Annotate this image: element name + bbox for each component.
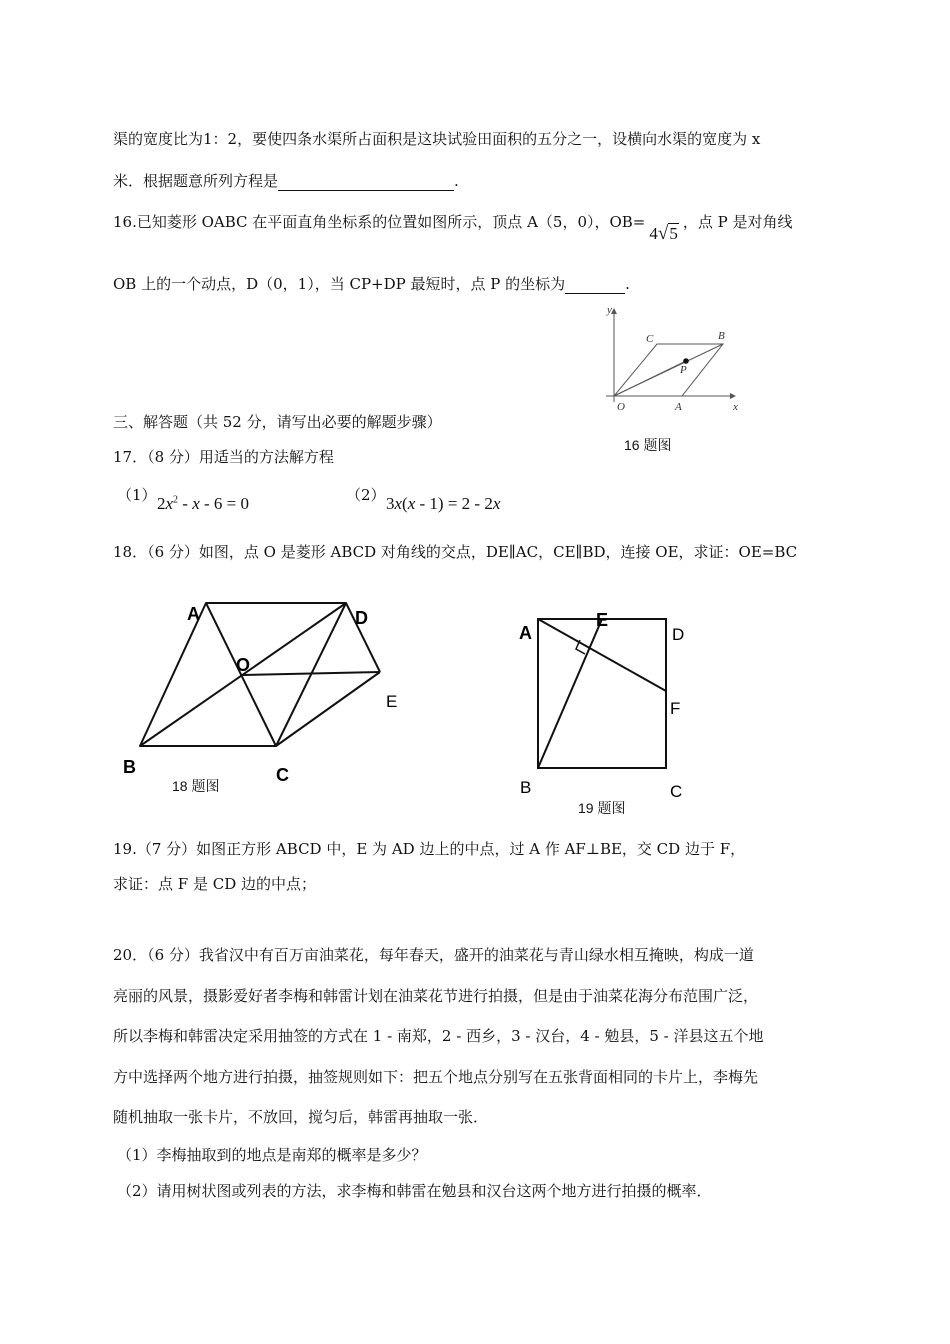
q16-y-arrow [611,308,617,314]
radical-icon: √ [657,223,669,244]
q18-label-o: O [236,655,251,675]
q17-eq1-var: x [165,494,174,513]
q19-figure-caption: 19 题图 [578,800,626,816]
q18-title: 18．（6 分）如图，点 O 是菱形 ABCD 对角线的交点，DE∥AC，CE∥BD，连接 OE，求证：OE=BC [113,543,798,561]
q16-label-x: x [733,401,738,413]
q17-eq2-var3: x [492,494,501,513]
q17-equation2 [386,494,500,514]
q15-line2-text: 米．根据题意所列方程是 [113,172,279,190]
q16-label-a: A [675,401,682,413]
q16-x-arrow [730,393,736,399]
q20-line3: 所以李梅和韩雷决定采用抽签的方式在 1 - 南郑，2 - 西乡，3 - 汉台，4 - 勉县，5 - 洋县这五个地 [113,1027,764,1045]
q15-line2-end: . [454,172,459,190]
q16-line1-suffix: ，点 P 是对角线 [682,213,793,231]
q19-square-abcd [538,619,666,768]
q18-label-b: B [123,757,136,777]
q19-segment-be [538,619,602,768]
q16-label-o: O [617,401,625,413]
q19-label-f: F [670,699,681,718]
q19-label-d: D [672,625,685,644]
q19-label-e: E [596,610,609,630]
q16-answer-blank [565,277,625,294]
q16-line2 [113,273,630,294]
q18-label-d: D [355,608,368,628]
q17-part1-label: （1） [117,486,157,504]
q16-label-c: C [646,333,654,345]
q17-eq1-coef: 2 [157,494,166,513]
q20-line1: 20．（6 分）我省汉中有百万亩油菜花，每年春天，盛开的油菜花与青山绿水相互掩映，构成一道 [113,946,754,964]
q17-part2-label: （2） [346,486,386,504]
q16-line2-end: . [625,275,630,293]
q16-label-y: y [607,304,612,316]
q16-line2-text: OB 上的一个动点，D（0，1），当 CP+DP 最短时，点 P 的坐标为 [113,275,566,293]
q18-label-c: C [276,765,289,785]
q19-figure [510,605,710,805]
q16-line1 [113,211,793,244]
q20-line2: 亮丽的风景，摄影爱好者李梅和韩雷计划在油菜花节进行拍摄，但是由于油菜花海分布范围广泛， [113,987,759,1005]
q19-title: 19.（7 分）如图正方形 ABCD 中，E 为 AD 边上的中点，过 A 作 AF⊥BE，交 CD 边于 F， [113,840,746,858]
q17-eq1-exp: 2 [173,494,179,506]
q19-label-a: A [519,623,532,643]
q15-line2 [113,170,459,191]
q17-equation1 [157,494,249,514]
q17-eq2-tail: - 1) = 2 - 2 [415,494,493,513]
q18-label-e: E [386,692,398,711]
q16-figure [590,300,750,420]
q17-title: 17．（8 分）用适当的方法解方程 [113,448,334,466]
q17-eq2-var2: x [407,494,416,513]
q19-label-c: C [670,782,683,801]
q17-eq2-var: x [394,494,403,513]
q19-label-b: B [520,778,532,797]
q19-line2: 求证：点 F 是 CD 边的中点； [113,875,316,893]
q16-line1-prefix: 16.已知菱形 OABC 在平面直角坐标系的位置如图所示，顶点 A（5，0），OB= [113,213,646,231]
q20-line4: 方中选择两个地方进行拍摄，抽签规则如下：把五个地点分别写在五张背面相同的卡片上，李梅先 [113,1068,759,1086]
q17-eq2-paren: ( [402,494,408,513]
section3-title: 三、解答题（共 52 分，请写出必要的解题步骤） [113,413,442,431]
q16-segment-cp [614,361,686,396]
q17-eq1-tail: - 6 = 0 [199,494,250,513]
q16-ob-coef: 4 [649,224,658,243]
q18-figure-caption: 18 题图 [172,778,220,794]
q20-sub1: （1）李梅抽取到的地点是南郑的概率是多少？ [117,1146,427,1164]
q18-segment-ce [276,672,380,746]
q15-line1: 渠的宽度比为1：2，要使四条水渠所占面积是这块试验田面积的五分之一，设横向水渠的宽度为 x [113,130,761,148]
q17-eq2-coef: 3 [386,494,395,513]
q20-sub2: （2）请用树状图或列表的方法，求李梅和韩雷在勉县和汉台这两个地方进行拍摄的概率． [117,1182,712,1200]
q16-ob-value [649,223,678,245]
q16-ob-radicand: 5 [669,224,678,243]
q20-line5: 随机抽取一张卡片，不放回，搅匀后，韩雷再抽取一张． [113,1108,489,1126]
q17-eq1-op: - [178,494,193,513]
q18-figure [110,590,420,800]
q15-answer-blank [278,174,454,191]
q16-label-p: P [680,364,687,376]
q16-point-p [683,358,689,364]
q17-eq1-var2: x [192,494,200,513]
q18-label-a: A [187,604,200,624]
q16-label-b: B [718,330,725,342]
q16-figure-caption: 16 题图 [624,437,672,453]
